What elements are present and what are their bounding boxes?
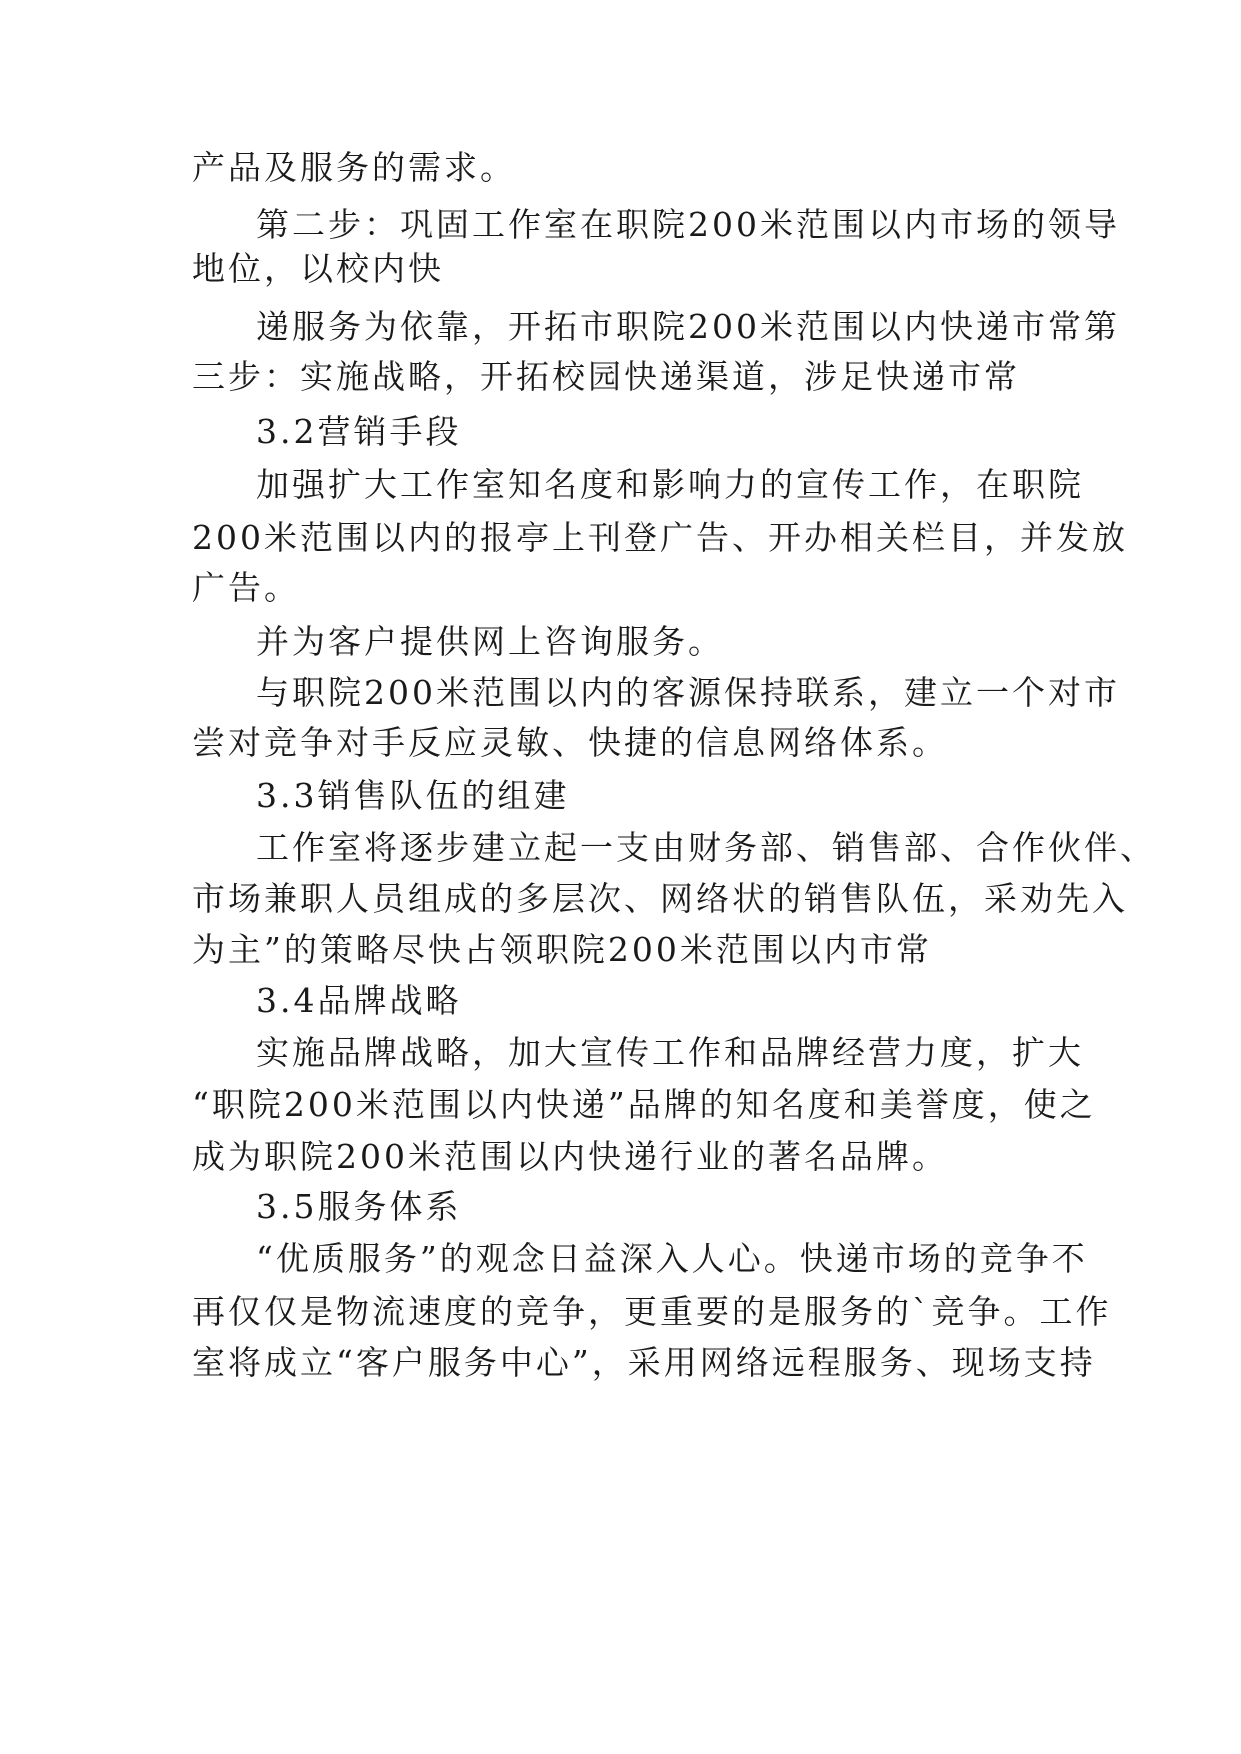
section-heading: 3.4品牌战略 (256, 981, 462, 1020)
text-line: 成为职院200米范围以内快递行业的著名品牌。 (192, 1137, 948, 1176)
text-line: 为主”的策略尽快占领职院200米范围以内市常 (192, 930, 932, 969)
section-heading: 3.5服务体系 (256, 1187, 462, 1226)
text-line: 三步：实施战略，开拓校园快递渠道，涉足快递市常 (192, 357, 1020, 396)
text-line: “职院200米范围以内快递”品牌的知名度和美誉度，使之 (192, 1085, 1096, 1124)
section-heading: 3.3销售队伍的组建 (256, 776, 570, 815)
text-line: 市场兼职人员组成的多层次、网络状的销售队伍，采劝先入 (192, 879, 1128, 918)
text-line: 再仅仅是物流速度的竞争，更重要的是服务的`竞争。工作 (192, 1292, 1112, 1331)
text-line: 递服务为依靠，开拓市职院200米范围以内快递市常第 (256, 307, 1120, 346)
text-line: 与职院200米范围以内的客源保持联系，建立一个对市 (256, 673, 1120, 712)
section-heading: 3.2营销手段 (256, 412, 462, 451)
text-line: 尝对竞争对手反应灵敏、快捷的信息网络体系。 (192, 723, 948, 762)
text-line: 产品及服务的需求。 (192, 148, 516, 187)
text-line: 实施品牌战略，加大宣传工作和品牌经营力度，扩大 (256, 1033, 1084, 1072)
text-line: 工作室将逐步建立起一支由财务部、销售部、合作伙伴、 (256, 828, 1156, 867)
text-line: “优质服务”的观念日益深入人心。快递市场的竞争不 (256, 1239, 1088, 1278)
text-line: 第二步：巩固工作室在职院200米范围以内市场的领导 (256, 205, 1120, 244)
text-line: 地位，以校内快 (192, 249, 444, 288)
text-line: 并为客户提供网上咨询服务。 (256, 622, 724, 661)
text-line: 广告。 (192, 568, 300, 607)
text-line: 室将成立“客户服务中心”，采用网络远程服务、现场支持 (192, 1343, 1096, 1382)
text-line: 加强扩大工作室知名度和影响力的宣传工作，在职院 (256, 465, 1084, 504)
text-line: 200米范围以内的报亭上刊登广告、开办相关栏目，并发放 (192, 518, 1128, 557)
